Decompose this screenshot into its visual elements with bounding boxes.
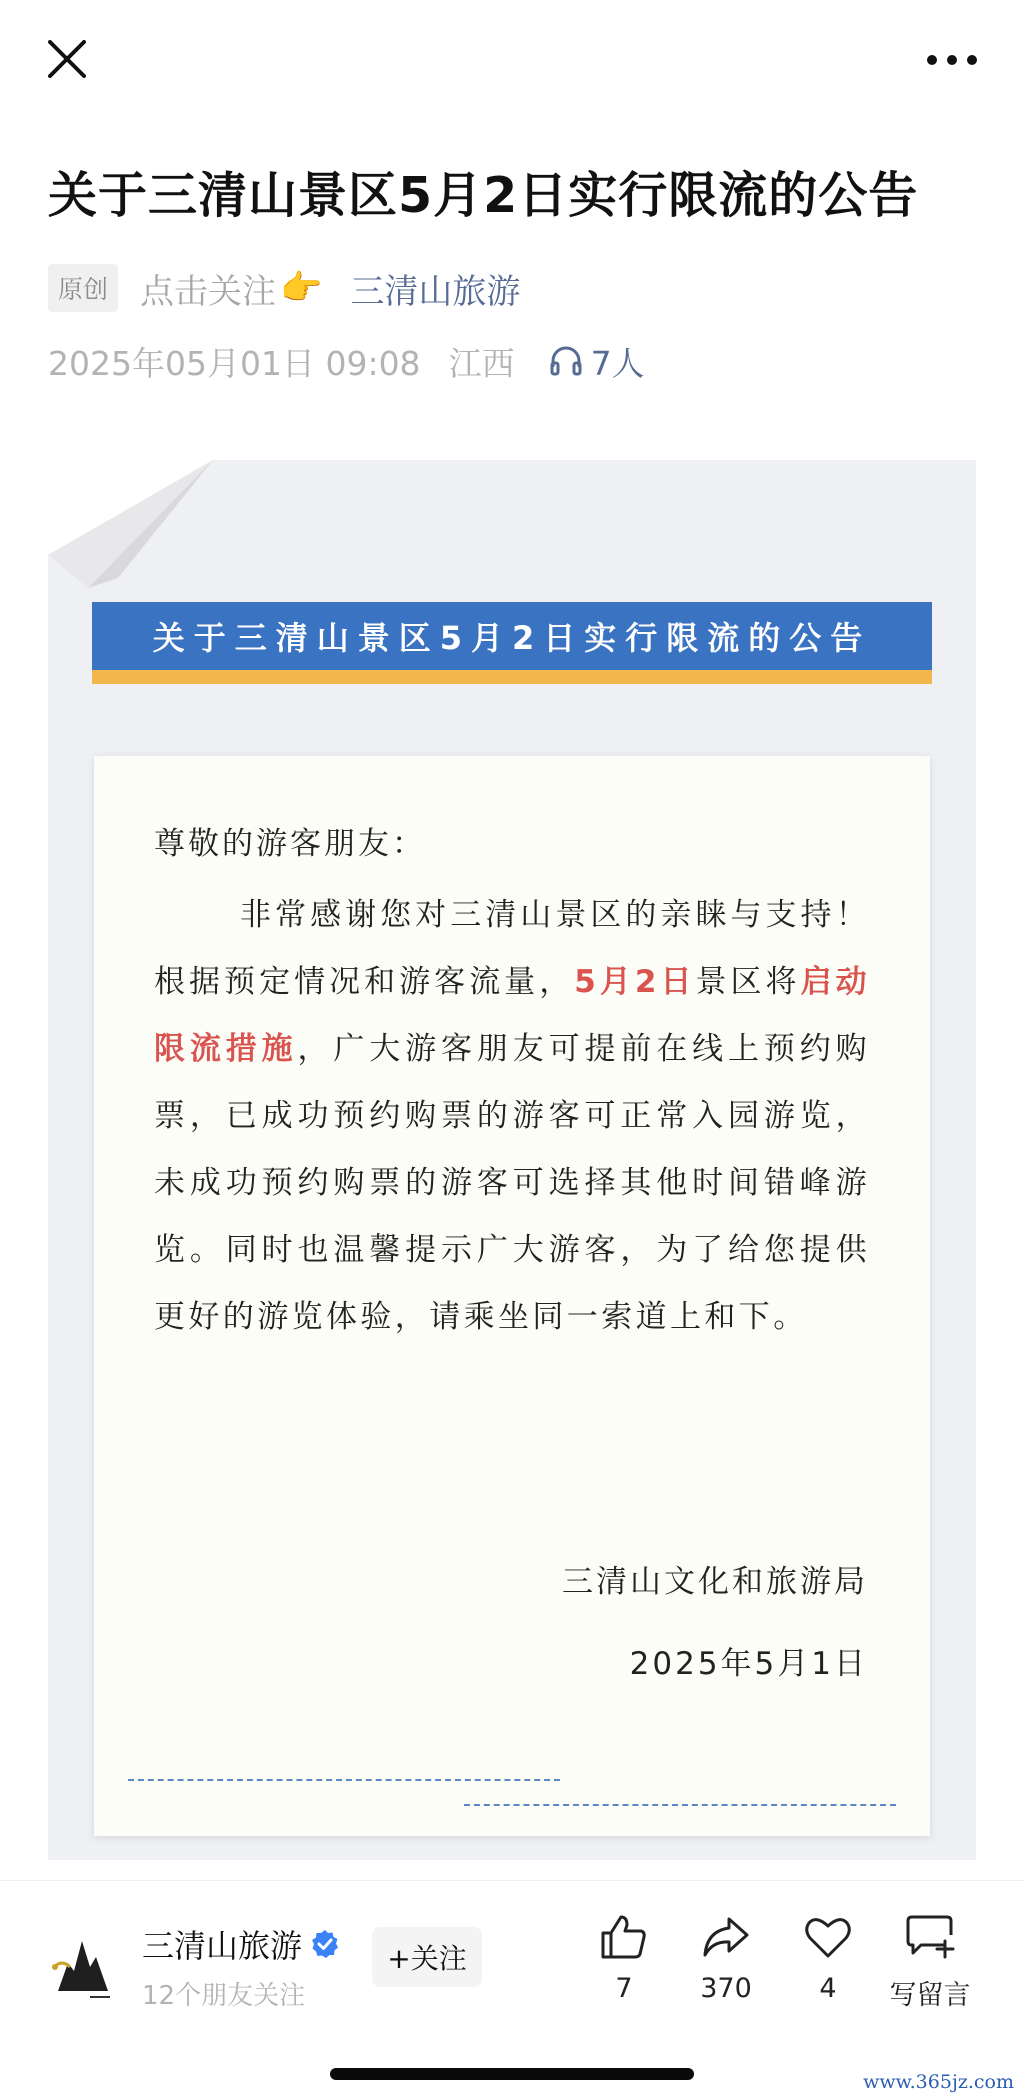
pointing-finger-icon: 👉 xyxy=(280,268,323,308)
publish-date: 2025年05月01日 09:08 xyxy=(48,343,421,383)
share-button[interactable] xyxy=(676,1913,776,2004)
heart-icon xyxy=(803,1913,853,1961)
more-button[interactable] xyxy=(920,40,984,80)
follow-button[interactable]: +关注 xyxy=(372,1927,482,1987)
close-button[interactable] xyxy=(40,32,96,88)
body-text-2: 景区将 xyxy=(695,964,801,1000)
favorite-count: 4 xyxy=(819,1973,837,2004)
listener-count: 7人 xyxy=(590,343,645,383)
article-title: 关于三清山景区5月2日实行限流的公告 xyxy=(48,167,919,224)
poster-banner: 关于三清山景区5月2日实行限流的公告 xyxy=(92,602,932,684)
body-text-1: 非常感谢您对三清山景区的亲睐与支持！根据预定情况和游客流量， xyxy=(154,897,870,1000)
avatar[interactable] xyxy=(44,1923,128,2007)
comment-add-icon xyxy=(905,1913,955,1961)
account-link[interactable]: 三清山旅游 xyxy=(350,271,521,312)
watermark: www.365jz.com xyxy=(859,2071,1018,2093)
like-button[interactable] xyxy=(574,1913,674,2004)
highlight-action: 启动限流措施 xyxy=(154,964,870,1067)
announcement-poster xyxy=(48,460,976,1860)
original-badge: 原创 xyxy=(48,264,118,312)
close-icon xyxy=(40,32,96,88)
publish-location: 江西 xyxy=(448,343,515,383)
listen-button[interactable] xyxy=(549,338,645,385)
like-count: 7 xyxy=(615,1973,633,2004)
bottom-account[interactable] xyxy=(142,1921,340,1967)
bottom-bar xyxy=(0,1880,1024,2100)
page-curl-decoration xyxy=(48,460,218,590)
letter-body xyxy=(154,882,870,1351)
share-arrow-icon xyxy=(701,1913,751,1961)
bottom-account-name: 三清山旅游 xyxy=(142,1927,303,1965)
publish-info xyxy=(48,336,645,386)
headphones-icon xyxy=(549,345,583,377)
dashed-divider xyxy=(128,1779,560,1781)
highlight-date: 5月2日 xyxy=(574,964,696,1000)
home-indicator[interactable] xyxy=(330,2068,694,2080)
comment-button[interactable] xyxy=(880,1913,980,2012)
favorite-button[interactable] xyxy=(778,1913,878,2004)
body-text-3: ，广大游客朋友可提前在线上预约购票，已成功预约购票的游客可正常入园游览，未成功预约购票的游客可选择其他时间错峰游览。同时也温馨提示广大游客，为了给您提供更好的游览体验，请乘坐同一索道上和下。 xyxy=(154,1031,870,1335)
thumbs-up-icon xyxy=(599,1913,649,1961)
friends-following: 12个朋友关注 xyxy=(142,1981,306,2011)
letter-signature: 三清山文化和旅游局 xyxy=(562,1564,868,1600)
dashed-divider xyxy=(464,1804,896,1806)
follow-hint[interactable]: 点击关注 xyxy=(140,271,277,312)
comment-label: 写留言 xyxy=(889,1980,971,2011)
mountain-logo-icon xyxy=(44,1923,128,2007)
meta-row xyxy=(48,262,520,314)
share-count: 370 xyxy=(700,1973,752,2004)
verified-badge-icon xyxy=(310,1929,340,1959)
letter-date: 2025年5月1日 xyxy=(629,1646,868,1682)
letter-paper xyxy=(94,756,930,1836)
letter-greeting: 尊敬的游客朋友： xyxy=(154,826,426,862)
more-dots-icon xyxy=(920,40,984,80)
